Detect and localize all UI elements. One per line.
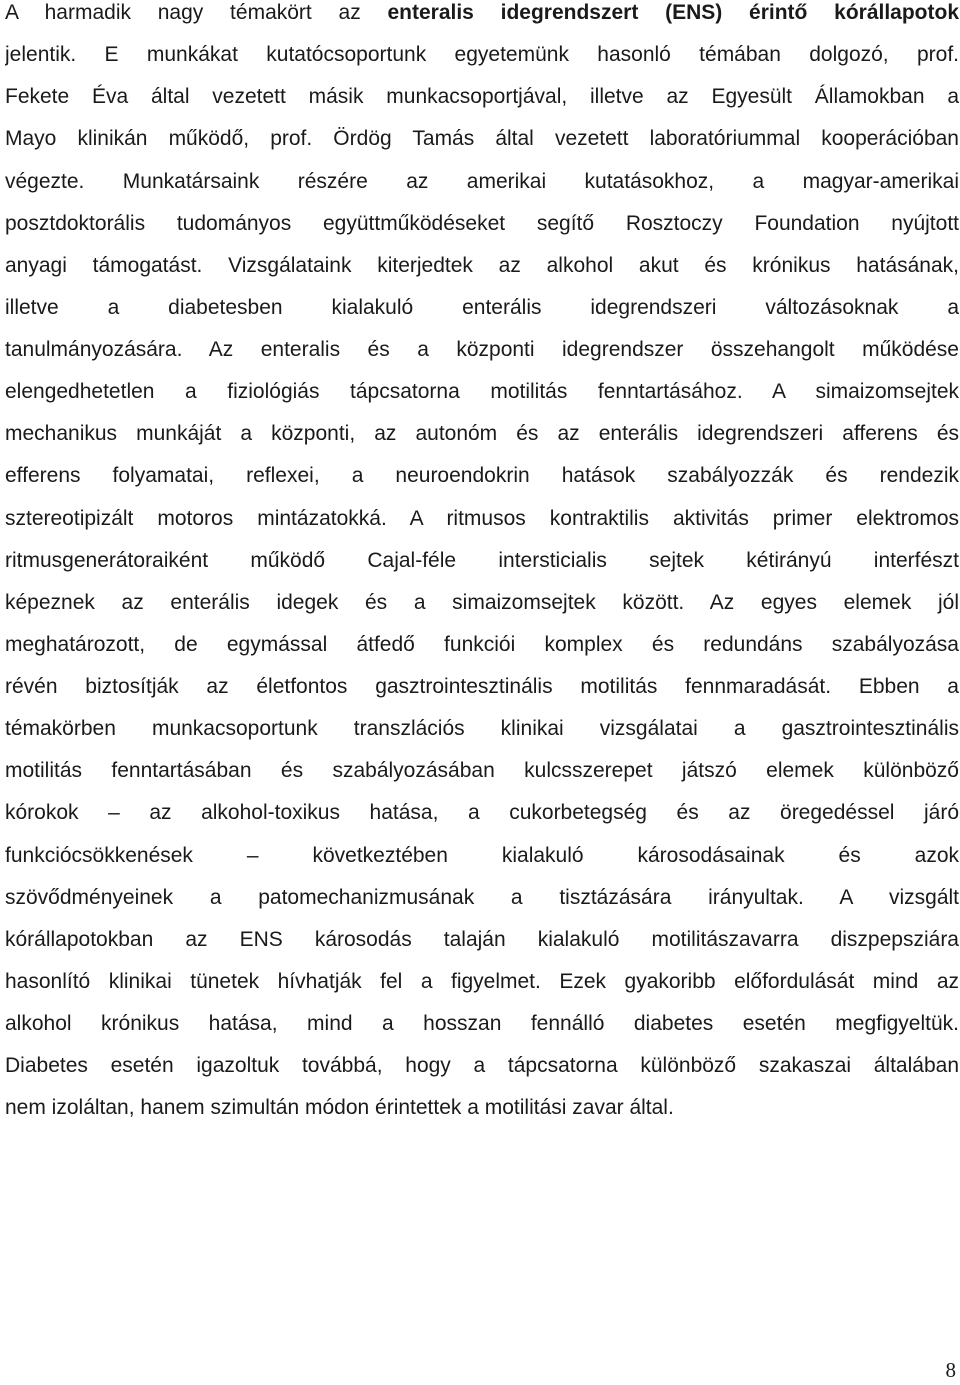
text-line: [5, 455, 959, 497]
text-segment: illetve a diabetesben kialakuló enterális idegrendszeri változásoknak a: [5, 295, 959, 319]
text-line: [5, 792, 959, 834]
page-number: 8: [945, 1358, 956, 1382]
text-segment: sztereotipizált motoros mintázatokká. A ritmusos kontraktilis aktivitás primer elektromos: [5, 506, 959, 530]
text-segment: Diabetes esetén igazoltuk továbbá, hogy a tápcsatorna különböző szakaszai általában: [5, 1054, 959, 1078]
text-line: [5, 1087, 959, 1129]
text-line: [5, 371, 959, 413]
text-line: [5, 582, 959, 624]
text-segment: alkohol krónikus hatása, mind a hosszan fennálló diabetes esetén megfigyeltük.: [5, 1012, 959, 1035]
text-segment: mechanikus munkáját a központi, az autonóm és az enterális idegrendszeri afferens és: [5, 422, 959, 446]
text-segment: elengedhetetlen a fiziológiás tápcsatorna motilitás fenntartásához. A simaizomsejtek: [5, 380, 959, 404]
text-line: [5, 1003, 959, 1045]
text-line: [5, 118, 959, 160]
text-segment: végezte. Munkatársaink részére az amerikai kutatásokhoz, a magyar-amerikai: [5, 169, 959, 193]
text-segment: kórokok – az alkohol-toxikus hatása, a cukorbetegség és az öregedéssel járó: [5, 801, 959, 825]
text-segment: A harmadik nagy témakört az: [5, 1, 388, 24]
text-line: [5, 624, 959, 666]
text-segment: témakörben munkacsoportunk transzlációs klinikai vizsgálatai a gasztrointesztinális: [5, 717, 959, 741]
text-line: [5, 666, 959, 708]
text-line: [5, 203, 959, 245]
text-line: [5, 961, 959, 1003]
text-line: [5, 919, 959, 961]
text-line: [5, 287, 959, 329]
text-line: [5, 329, 959, 371]
text-segment: tanulmányozására. Az enteralis és a központi idegrendszer összehangolt működése: [5, 338, 959, 361]
text-line: [5, 0, 959, 34]
text-segment: motilitás fenntartásában és szabályozásában kulcsszerepet játszó elemek különböző: [5, 759, 959, 783]
text-segment: képeznek az enterális idegek és a simaizomsejtek között. Az egyes elemek jól: [5, 590, 959, 614]
text-segment: anyagi támogatást. Vizsgálataink kiterjedtek az alkohol akut és krónikus hatásának,: [5, 253, 959, 277]
text-segment: hasonlító klinikai tünetek hívhatják fel a figyelmet. Ezek gyakoribb előfordulását mind az: [5, 969, 959, 993]
text-line: [5, 1045, 959, 1087]
text-segment: szövődményeinek a patomechanizmusának a tisztázására irányultak. A vizsgált: [5, 885, 959, 909]
text-line: [5, 498, 959, 540]
bold-text-segment: enteralis idegrendszert (ENS) érintő kórállapotok: [387, 1, 959, 24]
text-segment: ritmusgenerátoraiként működő Cajal-féle intersticialis sejtek kétirányú interfészt: [5, 548, 959, 572]
text-segment: Mayo klinikán működő, prof. Ördög Tamás által vezetett laboratóriummal kooperációban: [5, 127, 959, 151]
text-segment: efferens folyamatai, reflexei, a neuroendokrin hatások szabályozzák és rendezik: [5, 464, 959, 488]
document-body: [5, 0, 959, 1129]
text-segment: jelentik. E munkákat kutatócsoportunk egyetemünk hasonló témában dolgozó, prof.: [5, 43, 959, 67]
text-segment: posztdoktorális tudományos együttműködéseket segítő Rosztoczy Foundation nyújtott: [5, 211, 959, 235]
text-segment: révén biztosítják az életfontos gasztrointesztinális motilitás fennmaradását. Ebben a: [5, 675, 959, 698]
text-segment: nem izoláltan, hanem szimultán módon érintettek a motilitási zavar által.: [5, 1096, 674, 1120]
text-line: [5, 835, 959, 877]
text-line: [5, 34, 959, 76]
text-segment: kórállapotokban az ENS károsodás talaján kialakuló motilitászavarra diszpepsziára: [5, 927, 959, 951]
text-segment: funkciócsökkenések – következtében kialakuló károsodásainak és azok: [5, 843, 959, 867]
text-line: [5, 540, 959, 582]
text-line: [5, 161, 959, 203]
text-line: [5, 413, 959, 455]
text-segment: meghatározott, de egymással átfedő funkciói komplex és redundáns szabályozása: [5, 632, 959, 656]
text-line: [5, 750, 959, 792]
text-segment: Fekete Éva által vezetett másik munkacsoportjával, illetve az Egyesült Államokban a: [5, 85, 959, 109]
text-line: [5, 245, 959, 287]
text-line: [5, 708, 959, 750]
text-line: [5, 76, 959, 118]
text-line: [5, 877, 959, 919]
